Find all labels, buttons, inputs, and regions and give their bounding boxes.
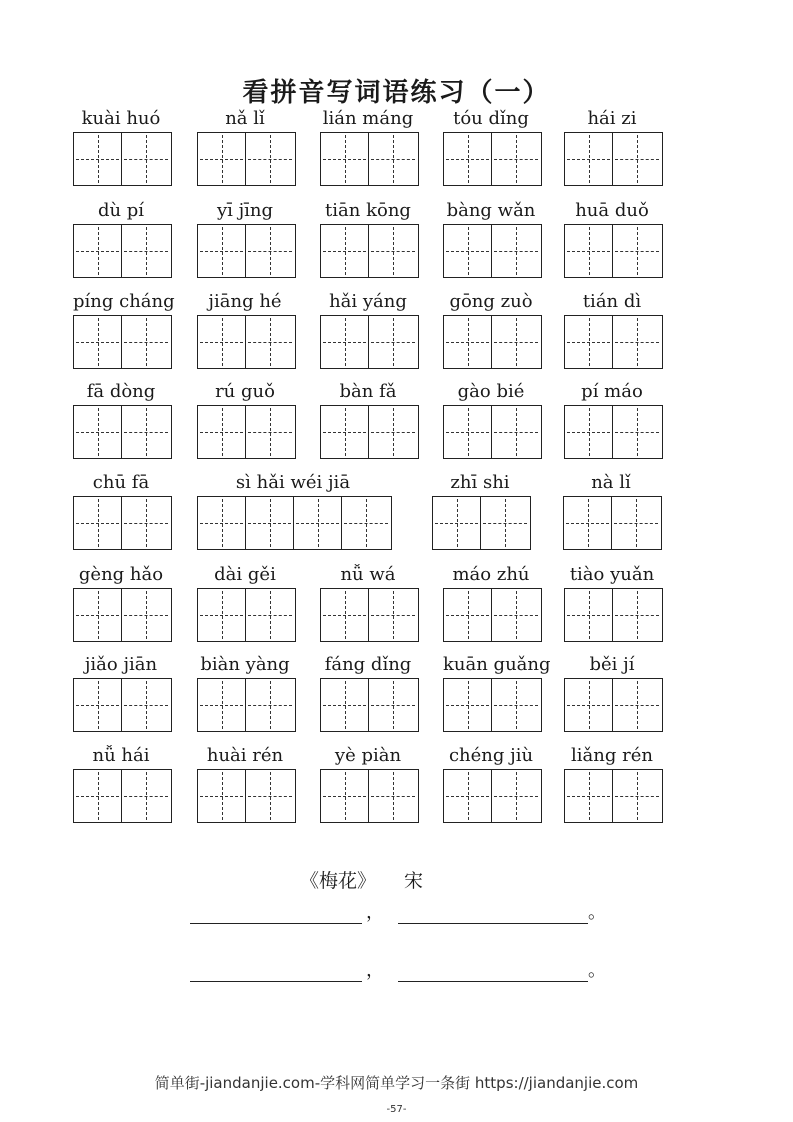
answer-blank[interactable] <box>190 961 362 982</box>
character-box[interactable] <box>198 225 246 277</box>
pinyin-label: gèng hǎo <box>78 564 164 585</box>
character-box[interactable] <box>122 225 170 277</box>
word-item <box>320 108 416 188</box>
character-box[interactable] <box>444 133 492 185</box>
word-item <box>73 381 169 461</box>
word-item <box>432 472 528 552</box>
word-item <box>320 200 416 280</box>
character-box[interactable] <box>246 406 294 458</box>
pinyin-label: dài gěi <box>214 564 276 585</box>
character-box[interactable] <box>613 406 661 458</box>
pinyin-label: gōng zuò <box>449 291 533 312</box>
character-box[interactable] <box>198 133 246 185</box>
character-box[interactable] <box>246 225 294 277</box>
character-box[interactable] <box>613 316 661 368</box>
tianzige-boxes <box>197 132 296 186</box>
character-box[interactable] <box>444 679 492 731</box>
pinyin-label: kuān guǎng <box>443 654 551 675</box>
period-mark: 。 <box>588 902 606 923</box>
word-item <box>443 564 539 644</box>
word-item <box>73 200 169 280</box>
character-box[interactable] <box>246 679 294 731</box>
character-box[interactable] <box>246 316 294 368</box>
pinyin-label: hǎi yáng <box>329 291 407 312</box>
word-item <box>564 654 660 734</box>
character-box[interactable] <box>321 589 369 641</box>
character-box[interactable] <box>481 497 529 549</box>
pinyin-label: lián máng <box>322 108 414 129</box>
word-item <box>443 745 539 825</box>
word-item <box>197 108 293 188</box>
pinyin-label: rú guǒ <box>215 381 275 402</box>
comma-mark: ， <box>366 902 384 923</box>
character-box[interactable] <box>198 589 246 641</box>
tianzige-boxes <box>197 769 296 823</box>
character-box[interactable] <box>74 225 122 277</box>
footer-text: 简单街-jiandanjie.com-学科网简单学习一条街 https://jiandanjie.com <box>154 1074 639 1092</box>
character-box[interactable] <box>198 406 246 458</box>
character-box[interactable] <box>246 770 294 822</box>
pinyin-label: liǎng rén <box>571 745 653 766</box>
character-box[interactable] <box>198 679 246 731</box>
character-box[interactable] <box>74 316 122 368</box>
pinyin-label: dù pí <box>97 200 145 221</box>
tianzige-boxes <box>320 405 419 459</box>
character-box[interactable] <box>613 679 661 731</box>
tianzige-boxes <box>320 588 419 642</box>
word-item <box>197 381 293 461</box>
word-item <box>73 745 169 825</box>
pinyin-label: píng cháng <box>73 291 175 312</box>
tianzige-boxes <box>73 224 172 278</box>
character-box[interactable] <box>444 770 492 822</box>
tianzige-boxes <box>564 315 663 369</box>
character-box[interactable] <box>122 316 170 368</box>
word-item <box>564 564 660 644</box>
word-item <box>197 472 389 552</box>
tianzige-boxes <box>443 588 542 642</box>
character-box[interactable] <box>369 679 417 731</box>
tianzige-boxes <box>443 678 542 732</box>
tianzige-boxes <box>564 405 663 459</box>
tianzige-boxes <box>320 132 419 186</box>
pinyin-label: gào bié <box>457 381 525 402</box>
character-box[interactable] <box>492 679 540 731</box>
character-box[interactable] <box>74 770 122 822</box>
tianzige-boxes <box>564 769 663 823</box>
character-box[interactable] <box>246 497 294 549</box>
tianzige-boxes <box>564 678 663 732</box>
word-item <box>73 564 169 644</box>
character-box[interactable] <box>321 133 369 185</box>
tianzige-boxes <box>443 405 542 459</box>
character-box[interactable] <box>198 770 246 822</box>
character-box[interactable] <box>565 406 613 458</box>
word-item <box>320 745 416 825</box>
pinyin-label: nǎ lǐ <box>225 108 265 129</box>
answer-blank[interactable] <box>398 961 588 982</box>
character-box[interactable] <box>444 589 492 641</box>
page-title: 看拼音写词语练习（一） <box>242 78 551 108</box>
word-item <box>197 654 293 734</box>
character-box[interactable] <box>612 497 660 549</box>
character-box[interactable] <box>369 406 417 458</box>
character-box[interactable] <box>492 225 540 277</box>
tianzige-boxes <box>320 315 419 369</box>
poem-line-2 <box>190 956 606 982</box>
tianzige-boxes <box>197 496 392 550</box>
character-box[interactable] <box>492 406 540 458</box>
character-box[interactable] <box>492 770 540 822</box>
tianzige-boxes <box>197 315 296 369</box>
character-box[interactable] <box>321 406 369 458</box>
tianzige-boxes <box>73 496 172 550</box>
page-number: -57- <box>386 1104 407 1115</box>
pinyin-label: máo zhú <box>452 564 530 585</box>
word-item <box>320 564 416 644</box>
tianzige-boxes <box>73 588 172 642</box>
word-item <box>564 108 660 188</box>
character-box[interactable] <box>369 133 417 185</box>
word-item <box>563 472 659 552</box>
word-item <box>73 108 169 188</box>
character-box[interactable] <box>613 770 661 822</box>
poem-author: 宋 <box>404 870 424 892</box>
tianzige-boxes <box>432 496 531 550</box>
character-box[interactable] <box>613 225 661 277</box>
character-box[interactable] <box>74 497 122 549</box>
pinyin-label: huài rén <box>206 745 284 766</box>
word-item <box>320 291 416 371</box>
tianzige-boxes <box>320 224 419 278</box>
character-box[interactable] <box>492 589 540 641</box>
character-box[interactable] <box>444 316 492 368</box>
pinyin-label: běi jí <box>589 654 635 675</box>
character-box[interactable] <box>122 497 170 549</box>
character-box[interactable] <box>74 589 122 641</box>
character-box[interactable] <box>246 589 294 641</box>
poem-title: 《梅花》 <box>300 870 377 892</box>
character-box[interactable] <box>369 225 417 277</box>
tianzige-boxes <box>73 132 172 186</box>
pinyin-label: fáng dǐng <box>324 654 412 675</box>
character-box[interactable] <box>74 679 122 731</box>
tianzige-boxes <box>443 315 542 369</box>
pinyin-label: nà lǐ <box>591 472 631 493</box>
pinyin-label: yī jīng <box>216 200 274 221</box>
pinyin-label: jiāng hé <box>208 291 282 312</box>
word-item <box>443 381 539 461</box>
tianzige-boxes <box>564 224 663 278</box>
tianzige-boxes <box>197 678 296 732</box>
word-item <box>564 381 660 461</box>
word-item <box>197 564 293 644</box>
character-box[interactable] <box>613 133 661 185</box>
character-box[interactable] <box>492 316 540 368</box>
character-box[interactable] <box>564 497 612 549</box>
pinyin-label: pí máo <box>581 381 643 402</box>
pinyin-label: nǚ wá <box>340 564 396 585</box>
tianzige-boxes <box>197 588 296 642</box>
tianzige-boxes <box>443 224 542 278</box>
word-item <box>443 654 551 734</box>
tianzige-boxes <box>73 405 172 459</box>
tianzige-boxes <box>320 678 419 732</box>
tianzige-boxes <box>73 769 172 823</box>
character-box[interactable] <box>565 316 613 368</box>
character-box[interactable] <box>198 316 246 368</box>
pinyin-label: jiǎo jiān <box>84 654 158 675</box>
word-item <box>73 472 169 552</box>
pinyin-label: kuài huó <box>81 108 161 129</box>
word-item <box>564 745 660 825</box>
tianzige-boxes <box>443 769 542 823</box>
character-box[interactable] <box>565 589 613 641</box>
pinyin-label: hái zi <box>587 108 637 129</box>
pinyin-label: zhī shi <box>450 472 510 493</box>
character-box[interactable] <box>122 770 170 822</box>
pinyin-label: chéng jiù <box>448 745 534 766</box>
character-box[interactable] <box>492 133 540 185</box>
pinyin-label: nǚ hái <box>92 745 150 766</box>
word-item <box>443 291 539 371</box>
character-box[interactable] <box>369 770 417 822</box>
word-item <box>197 745 293 825</box>
pinyin-label: tián dì <box>582 291 642 312</box>
character-box[interactable] <box>122 589 170 641</box>
word-item <box>320 654 416 734</box>
tianzige-boxes <box>73 315 172 369</box>
tianzige-boxes <box>564 588 663 642</box>
pinyin-label: biàn yàng <box>200 654 290 675</box>
word-item <box>197 291 293 371</box>
word-item <box>73 654 169 734</box>
pinyin-label: sì hǎi wéi jiā <box>235 472 351 493</box>
character-box[interactable] <box>321 770 369 822</box>
character-box[interactable] <box>444 406 492 458</box>
character-box[interactable] <box>444 225 492 277</box>
word-item <box>197 200 293 280</box>
word-item <box>564 200 660 280</box>
character-box[interactable] <box>565 679 613 731</box>
pinyin-label: chū fā <box>92 472 150 493</box>
pinyin-label: bàn fǎ <box>339 381 397 402</box>
tianzige-boxes <box>320 769 419 823</box>
tianzige-boxes <box>197 405 296 459</box>
character-box[interactable] <box>122 679 170 731</box>
word-item <box>73 291 175 371</box>
character-box[interactable] <box>246 133 294 185</box>
word-item <box>443 108 539 188</box>
character-box[interactable] <box>198 497 246 549</box>
word-item <box>443 200 539 280</box>
pinyin-label: huā duǒ <box>575 200 649 221</box>
character-box[interactable] <box>369 589 417 641</box>
tianzige-boxes <box>443 132 542 186</box>
pinyin-label: tiān kōng <box>325 200 411 221</box>
pinyin-label: fā dòng <box>86 381 156 402</box>
character-box[interactable] <box>613 589 661 641</box>
word-item <box>320 381 416 461</box>
pinyin-label: tóu dǐng <box>453 108 529 129</box>
pinyin-label: yè piàn <box>334 745 402 766</box>
character-box[interactable] <box>369 316 417 368</box>
character-box[interactable] <box>321 679 369 731</box>
answer-blank[interactable] <box>190 903 362 924</box>
tianzige-boxes <box>564 132 663 186</box>
comma-mark: ， <box>366 960 384 981</box>
character-box[interactable] <box>342 497 390 549</box>
tianzige-boxes <box>563 496 662 550</box>
pinyin-label: bàng wǎn <box>446 200 536 221</box>
character-box[interactable] <box>122 133 170 185</box>
character-box[interactable] <box>74 406 122 458</box>
poem-line-1 <box>190 898 606 924</box>
character-box[interactable] <box>321 316 369 368</box>
pinyin-label: tiào yuǎn <box>569 564 655 585</box>
character-box[interactable] <box>122 406 170 458</box>
answer-blank[interactable] <box>398 903 588 924</box>
tianzige-boxes <box>73 678 172 732</box>
word-item <box>564 291 660 371</box>
character-box[interactable] <box>294 497 342 549</box>
tianzige-boxes <box>197 224 296 278</box>
poem-heading <box>300 866 423 893</box>
character-box[interactable] <box>565 225 613 277</box>
character-box[interactable] <box>565 770 613 822</box>
character-box[interactable] <box>565 133 613 185</box>
period-mark: 。 <box>588 960 606 981</box>
character-box[interactable] <box>74 133 122 185</box>
character-box[interactable] <box>321 225 369 277</box>
character-box[interactable] <box>433 497 481 549</box>
